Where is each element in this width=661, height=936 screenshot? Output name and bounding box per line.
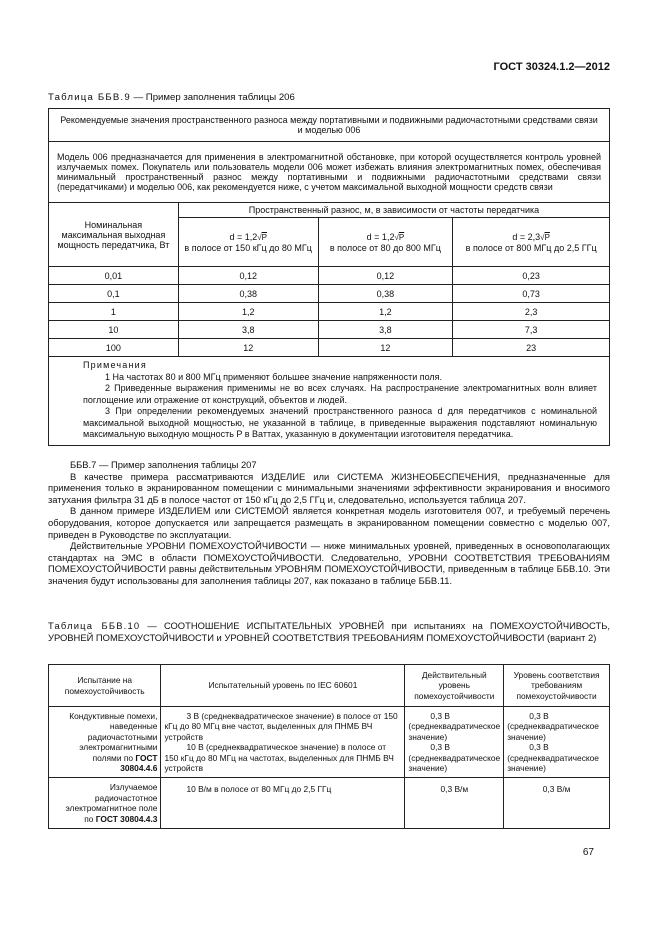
section-paragraph-3: Действительные УРОВНИ ПОМЕХОУСТОЙЧИВОСТИ — ниже минимальных уровней, приведенных в основополагающих стандартах на ЭМС в области ПОМЕХОУСТОЙЧИВОСТИ. Следовательно, УРОВНИ СООТВЕТСТВИЯ ТРЕБОВАНИЯМ ПОМЕХОУСТОЙЧИВОСТИ равны действительным УРОВНЯМ ПОМЕХОУСТОЙЧИВОСТИ, приведенным в таблице ББB.10. Эти значения будут использованы для заполнения таблицы 207, как показано в таблице ББB.11. — [48, 540, 610, 586]
t10-row2-std: ГОСТ 30804.4.3 — [95, 813, 158, 824]
table-9-title: Рекомендуемые значения пространственного разноса между портативными и подвижными радиочастотными средствами связи и моделью 006 — [49, 109, 610, 142]
t10-row1-std: ГОСТ 30804.4.6 — [120, 752, 158, 774]
section-bbb7 — [48, 459, 610, 587]
table-9 — [48, 108, 610, 446]
sqrt-symbol: √P — [394, 232, 405, 242]
t10-row2-comp: 0,3 В/м — [504, 778, 610, 829]
table-10-caption-label: Таблица ББB.10 — [48, 620, 141, 631]
t10-row2-level: 10 В/м в полосе от 80 МГц до 2,5 ГГц — [186, 784, 332, 795]
sqrt-symbol: √P — [540, 232, 550, 242]
formula-coef: d = 1,2 — [229, 231, 258, 242]
document-header: ГОСТ 30324.1.2—2012 — [493, 61, 610, 73]
col-header-separation: Пространственный разнос, м, в зависимости от частоты передатчика — [178, 203, 609, 218]
table-10 — [48, 664, 610, 829]
formula-coef: d = 1,2 — [366, 231, 395, 242]
table-10-caption — [48, 620, 610, 643]
formula-cell-3 — [453, 218, 610, 267]
section-paragraph-2: В данном примере ИЗДЕЛИЕМ или СИСТЕМОЙ является конкретная модель изготовителя 007, и требуемый перечень оборудования, которое допускается или запрещается размещать в экранированном помещении совместно с моделью 007, приведен в Руководстве по эксплуатации. — [48, 505, 610, 540]
table-row: 10 3,8 3,8 7,3 — [49, 321, 610, 339]
table-row: 100 12 12 23 — [49, 339, 610, 357]
t10-header-compliance: Уровень соответствия требованиям помехоустойчивости — [504, 665, 610, 707]
note-2: 2 Приведенные выражения применимы не во всех случаях. На распространение электромагнитных волн влияет поглощение или отражение от конструкций, объектов и людей. — [83, 383, 597, 405]
t10-row1-actual-b: 0,3 В (среднеквадратическое значение) — [408, 742, 501, 774]
table-9-caption-label: Таблица ББB.9 — [48, 92, 131, 103]
t10-row2-actual: 0,3 В/м — [405, 778, 504, 829]
page-number: 67 — [582, 847, 594, 858]
table-row: 0,01 0,12 0,12 0,23 — [49, 267, 610, 285]
table-9-caption-text: — Пример заполнения таблицы 206 — [130, 92, 295, 103]
col-header-power: Номинальная максимальная выходная мощность передатчика, Вт — [49, 203, 179, 267]
t10-header-actual: Действительный уровень помехоустойчивости — [405, 665, 504, 707]
note-3: 3 При определении рекомендуемых значений пространственного разноса d для передатчиков с номинальной максимальной выходной мощностью, не указанной в таблице, в приведенные выражения подставляют номинальную максимальную выходную мощность P в Ваттах, указанную в документации изготовителя передатчика. — [83, 406, 597, 439]
note-1: 1 На частотах 80 и 800 МГц применяют большее значение напряженности поля. — [105, 371, 443, 382]
t10-header-test: Испытание на помехоустойчивость — [49, 665, 161, 707]
formula-cell-2 — [318, 218, 453, 267]
t10-row1-level-a: 3 В (среднеквадратическое значение) в полосе от 150 кГц до 80 МГц вне частот, выделенных для ПНМБ ВЧ устройств — [164, 711, 398, 742]
t10-header-level: Испытательный уровень по IEC 60601 — [161, 665, 405, 707]
sqrt-symbol: √P — [257, 232, 267, 242]
table-row: 0,1 0,38 0,38 0,73 — [49, 285, 610, 303]
formula-cell-1 — [178, 218, 318, 267]
t10-row1-comp-b: 0,3 В (среднеквадратическое значение) — [507, 742, 599, 774]
table-row — [49, 778, 610, 829]
table-row — [49, 707, 610, 778]
formula-coef: d = 2,3 — [512, 231, 541, 242]
t10-row1-actual-a: 0,3 В (среднеквадратическое значение) — [408, 711, 501, 742]
section-heading: ББB.7 — Пример заполнения таблицы 207 — [70, 459, 257, 470]
table-10-caption-text: — СООТНОШЕНИЕ ИСПЫТАТЕЛЬНЫХ УРОВНЕЙ при испытаниях на ПОМЕХОУСТОЙЧИВОСТЬ, УРОВНЕЙ ПОМЕХОУСТОЙЧИВОСТИ и УРОВНЕЙ СООТВЕТСТВИЯ ТРЕБОВАНИЯМ ПОМЕХОУСТОЙЧИВОСТИ (вариант 2) — [48, 620, 610, 643]
section-paragraph-1: В качестве примера рассматриваются ИЗДЕЛИЕ или СИСТЕМА ЖИЗНЕОБЕСПЕЧЕНИЯ, предназначенные для применения только в экранированном помещении с минимальными значениями эффективности экранирования и вносимого затухания фильтра 31 дБ в полосе частот от 150 кГц до 2,5 ГГц и, следовательно, используется таблица 207. — [48, 470, 610, 505]
t10-row2-test: Излучаемое радиочастотное электромагнитное поле по — [65, 782, 158, 824]
t10-row1-test: Кондуктивные помехи, наведенные радиочастотными электромагнитными полями по — [69, 711, 158, 763]
table-row: 1 1,2 1,2 2,3 — [49, 303, 610, 321]
table-9-description: Модель 006 предназначается для применения в электромагнитной обстановке, при которой осуществляется контроль уровней излучаемых помех. Покупатель или пользователь модели 006 может избежать влияния электромагнитных помех, обеспечивая минимальный пространственный разнос между портативными и подвижными радиочастотными средствами связи (передатчиками) и моделью 006, как рекомендуется ниже, с учетом максимальной выходной мощности средств связи — [49, 142, 610, 203]
formula-band: в полосе от 150 кГц до 80 МГц — [184, 242, 312, 253]
formula-band: в полосе от 80 до 800 МГц — [329, 242, 441, 253]
t10-row1-comp-a: 0,3 В (среднеквадратическое значение) — [507, 711, 599, 742]
table-9-notes — [49, 357, 610, 446]
table-9-caption — [48, 92, 608, 104]
t10-row1-level-b: 10 В (среднеквадратическое значение) в полосе от 150 кГц до 80 МГц на частотах, выделенных для ПНМБ ВЧ устройств — [164, 742, 394, 774]
notes-title: Примечания — [83, 360, 147, 370]
formula-band: в полосе от 800 МГц до 2,5 ГГц — [465, 242, 597, 253]
